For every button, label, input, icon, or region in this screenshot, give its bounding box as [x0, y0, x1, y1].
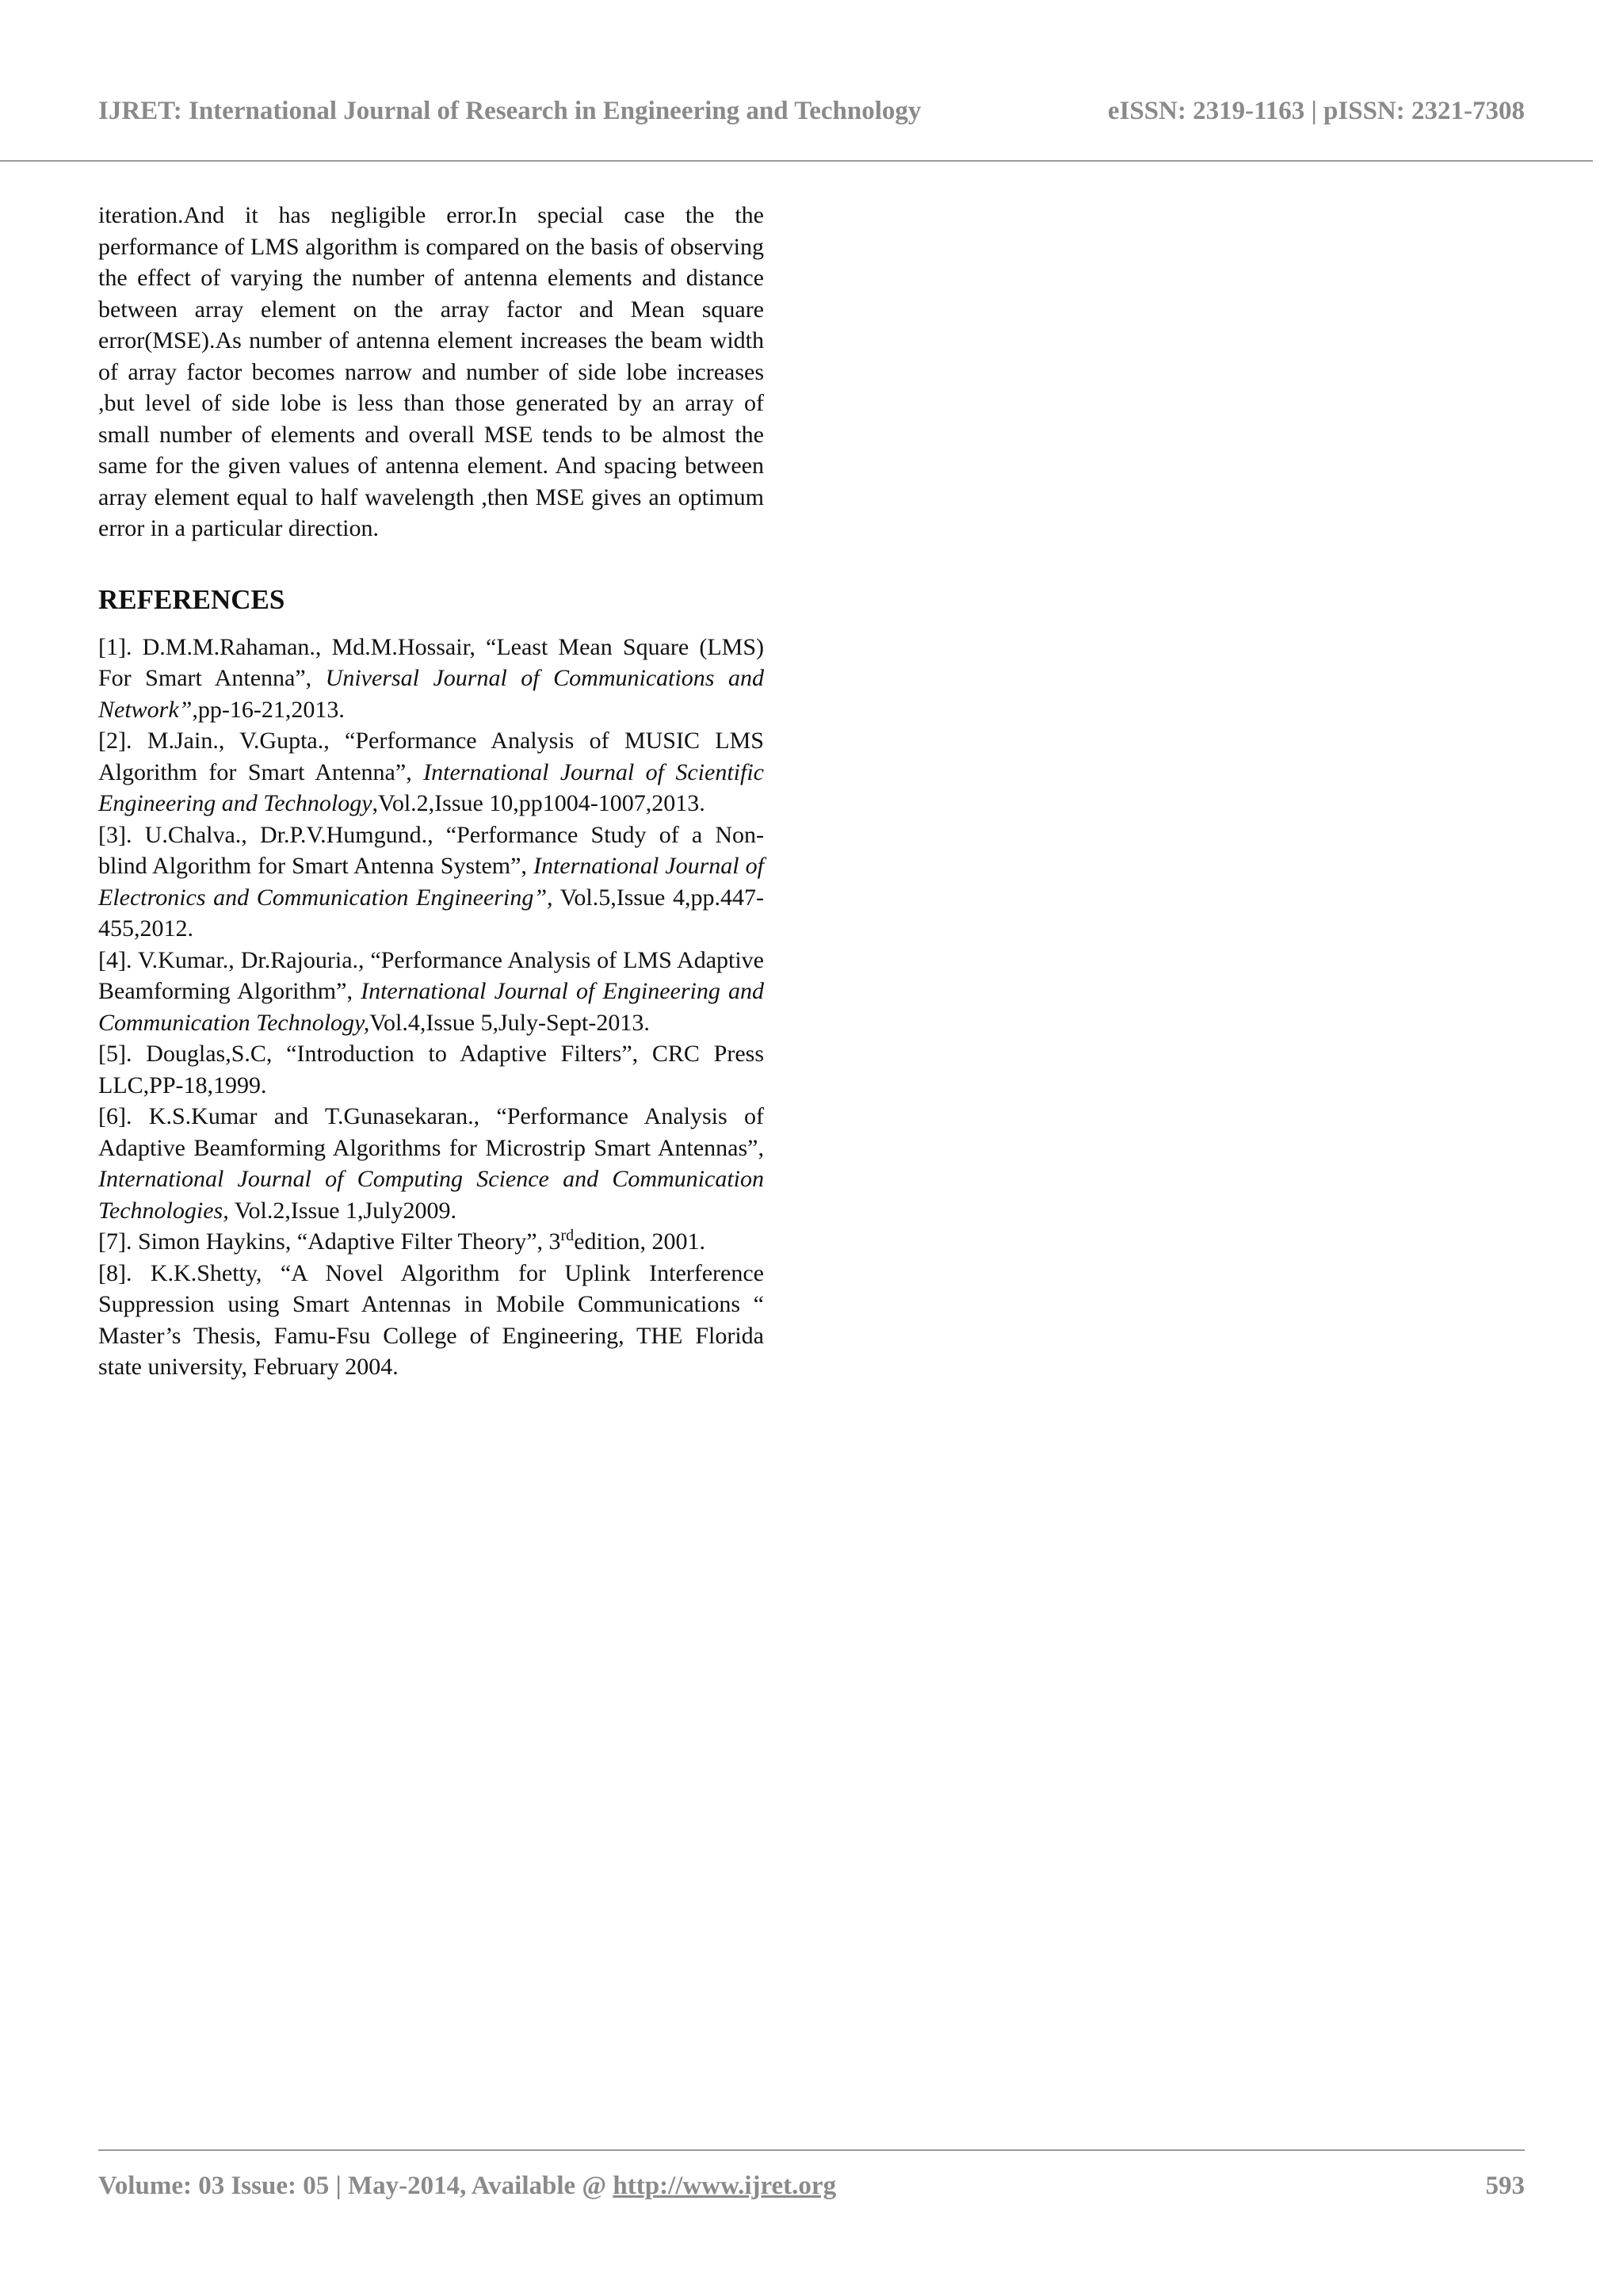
header-divider [0, 160, 1593, 162]
conclusion-paragraph: iteration.And it has negligible error.In special case the the performance of LMS algorithm is compared on the basis of observing the effect of varying the number of antenna elements and distance between array element on the array factor and Mean square error(MSE).As number of antenna element increases the beam width of array factor becomes narrow and number of side lobe increases ,but level of side lobe is less than those generated by an array of small number of elements and overall MSE tends to be almost the same for the given values of antenna element. And spacing between array element equal to half wavelength ,then MSE gives an optimum error in a particular direction. [98, 202, 764, 541]
text-column [98, 200, 764, 1383]
reference-item-7: [7]. Simon Haykins, “Adaptive Filter Theory”, 3rdedition, 2001. [98, 1227, 706, 1255]
page-footer [98, 2172, 1525, 2208]
journal-title: IJRET: International Journal of Research in Engineering and Technology [98, 97, 922, 125]
reference-item-4: [4]. V.Kumar., Dr.Rajouria., “Performance Analysis of LMS Adaptive Beamforming Algorithm”, International Journal of Engineering and Communication Technology,Vol.4,Issue 5,July-Sept-2013. [98, 946, 764, 1036]
journal-link[interactable]: http://www.ijret.org [613, 2172, 837, 2200]
reference-item-1: [1]. D.M.M.Rahaman., Md.M.Hossair, “Least Mean Square (LMS) For Smart Antenna”, Universal Journal of Communications and Network”,pp-16-21,2013. [98, 633, 764, 723]
page-number: 593 [1485, 2172, 1525, 2200]
references-list [98, 632, 764, 1383]
reference-item-2: [2]. M.Jain., V.Gupta., “Performance Analysis of MUSIC LMS Algorithm for Smart Antenna”, International Journal of Scientific Engineering and Technology,Vol.2,Issue 10,pp1004-1007,2013. [98, 728, 764, 816]
reference-item-6: [6]. K.S.Kumar and T.Gunasekaran., “Performance Analysis of Adaptive Beamforming Algorithms for Microstrip Smart Antennas”, International Journal of Computing Science and Communication Technologies, Vol.2,Issue 1,July2009. [98, 1103, 764, 1224]
reference-item-5: [5]. Douglas,S.C, “Introduction to Adaptive Filters”, CRC Press LLC,PP-18,1999. [98, 1041, 764, 1098]
reference-item-3: [3]. U.Chalva., Dr.P.V.Humgund., “Performance Study of a Non-blind Algorithm for Smart Antenna System”, International Journal of Electronics and Communication Engineering”, Vol.5,Issue 4,pp.447-455,2012. [98, 821, 764, 942]
footer-volume: Volume: 03 Issue: 05 | May-2014, Available @ http://www.ijret.org [98, 2172, 837, 2200]
references-heading: REFERENCES [98, 583, 285, 615]
superscript-rd: rd [560, 1227, 575, 1244]
page-header [98, 97, 1525, 133]
reference-item-8: [8]. K.K.Shetty, “A Novel Algorithm for Uplink Interference Suppression using Smart Antennas in Mobile Communications “ Master’s Thesis, Famu-Fsu College of Engineering, THE Florida state university, February 2004. [98, 1259, 764, 1380]
issn-line: eISSN: 2319-1163 | pISSN: 2321-7308 [1107, 97, 1525, 125]
footer-divider [98, 2149, 1525, 2151]
